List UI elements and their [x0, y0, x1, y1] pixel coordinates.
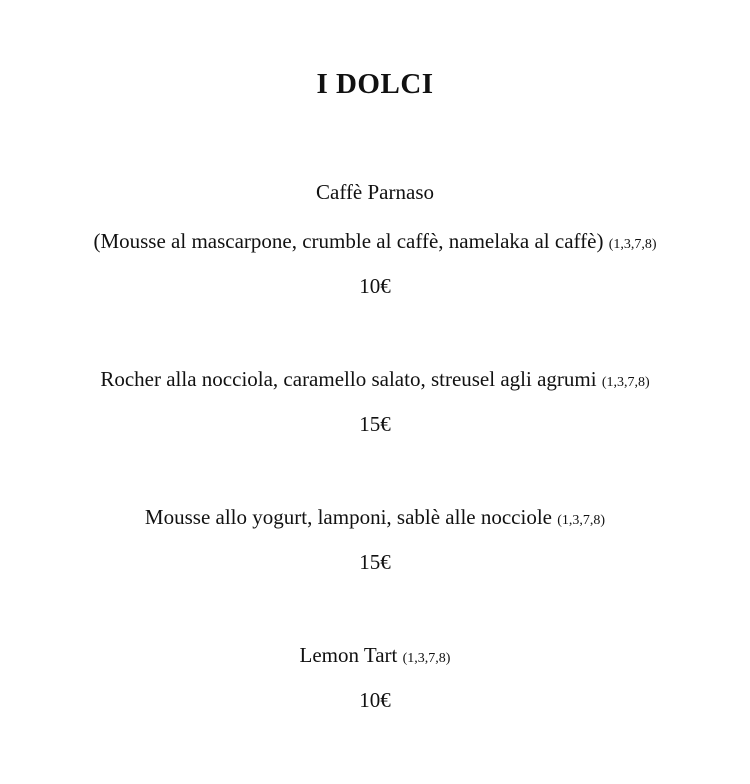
- menu-item-name: Rocher alla nocciola, caramello salato, streusel agli agrumi: [100, 367, 597, 391]
- menu-item-allergens: (1,3,7,8): [608, 237, 657, 252]
- menu-item-name: Caffè Parnaso: [316, 180, 434, 204]
- menu-item-name-line: [0, 641, 750, 673]
- menu-item-description-line: [0, 227, 750, 259]
- menu-item-price: 15€: [359, 550, 391, 574]
- menu-item-name-line: [0, 503, 750, 535]
- menu-item-name: Mousse allo yogurt, lamponi, sablè alle nocciole: [144, 505, 552, 529]
- menu-item-description: (Mousse al mascarpone, crumble al caffè, namelaka al caffè): [93, 229, 604, 253]
- menu-item-name: Lemon Tart: [299, 643, 398, 667]
- menu-item-price: 15€: [359, 412, 391, 436]
- menu-item-allergens: (1,3,7,8): [402, 651, 451, 666]
- menu-title: I DOLCI: [316, 68, 434, 100]
- menu-item-name-line: [0, 365, 750, 397]
- menu-item-price: 10€: [359, 688, 391, 712]
- menu-item-price: 10€: [359, 274, 391, 298]
- menu-item-allergens: (1,3,7,8): [601, 375, 650, 390]
- menu-item-allergens: (1,3,7,8): [557, 513, 606, 528]
